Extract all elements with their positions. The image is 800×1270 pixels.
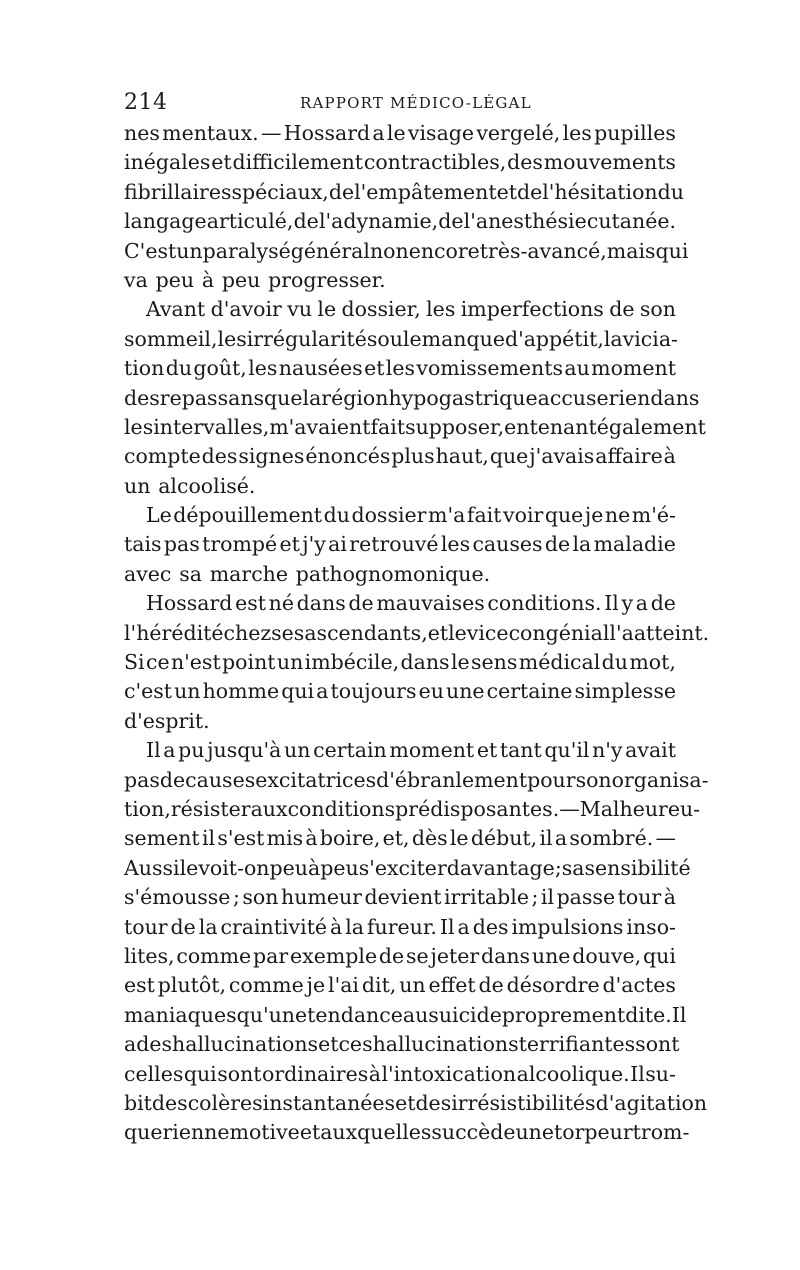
text-line: lites, comme par exemple de se jeter dans une douve, qui <box>124 943 676 968</box>
text-line: celles qui sont ordinaires à l'intoxication alcoolique. Il su- <box>124 1061 676 1086</box>
text-line: Avant d'avoir vu le dossier, les imperfections de son <box>146 297 676 322</box>
text-line: les intervalles, m'avaient fait supposer, en tenant également <box>124 414 706 439</box>
text-line: avec sa marche pathognomonique. <box>124 561 491 586</box>
text-line: Aussi le voit-on peu à peu s'exciter davantage ; sa sensibilité <box>124 855 691 880</box>
text-line: fibrillaires spéciaux, de l'empâtement et de l'hésitation du <box>124 179 684 204</box>
text-line: langage articulé, de l'adynamie, de l'anesthésie cutanée. <box>124 209 676 234</box>
text-line: est plutôt, comme je l'ai dit, un effet de désordre d'actes <box>124 973 676 998</box>
text-line: bit des colères instantanées et des irrésistibilités d'agitation <box>124 1090 708 1115</box>
text-line: tion du goût, les nausées et les vomissements au moment <box>124 356 676 381</box>
text-line: c'est un homme qui a toujours eu une certaine simplesse <box>124 679 676 704</box>
text-line: va peu à peu progresser. <box>124 267 386 292</box>
page-number: 214 <box>124 90 168 115</box>
text-line: nes mentaux. — Hossard a le visage vergelé, les pupilles <box>124 121 676 145</box>
text-line: s'émousse ; son humeur devient irritable ; il passe tour à <box>124 885 676 910</box>
text-line: que rien ne motive et auxquelles succède une torpeur trom- <box>124 1120 690 1145</box>
text-line: d'esprit. <box>124 708 210 733</box>
text-line: tion, résister aux conditions prédisposantes. — Malheureu- <box>124 796 701 821</box>
running-head: RAPPORT MÉDICO-LÉGAL <box>300 94 532 112</box>
text-line: compte des signes énoncés plus haut, que j'avais affaire à <box>124 444 676 469</box>
text-line: a des hallucinations et ces hallucinations terrifiantes sont <box>124 1032 680 1057</box>
text-line: tais pas trompé et j'y ai retrouvé les causes de la maladie <box>124 532 676 557</box>
text-line: C'est un paralysé général non encore très-avancé, mais qui <box>124 238 689 263</box>
text-line: tour de la craintivité à la fureur. Il a des impulsions inso- <box>124 914 676 939</box>
body-text <box>124 119 710 1148</box>
text-line: Hossard est né dans de mauvaises conditions. Il y a de <box>146 591 676 616</box>
text-line: des repas sans que la région hypogastrique accuse rien dans <box>124 385 700 410</box>
text-line: Le dépouillement du dossier m'a fait voir que je ne m'é- <box>146 503 676 528</box>
text-line: sommeil, les irrégularités ou le manque d'appétit, la vicia- <box>124 326 678 351</box>
text-line: sement il s'est mis à boire, et, dès le début, il a sombré. — <box>124 826 676 851</box>
text-line: Il a pu jusqu'à un certain moment et tant qu'il n'y avait <box>146 738 676 763</box>
text-line: Si ce n'est point un imbécile, dans le sens médical du mot, <box>124 650 676 675</box>
text-line: l'hérédité chez ses ascendants, et le vice congénial l'a atteint. <box>124 620 710 645</box>
text-line: pas de causes excitatrices d'ébranlement pour son organisa- <box>124 767 709 792</box>
text-line: un alcoolisé. <box>124 473 256 498</box>
text-line: inégales et difficilement contractibles, des mouvements <box>124 150 676 175</box>
page-header <box>124 90 676 120</box>
text-line: maniaques qu'une tendance au suicide proprement dite. Il <box>124 1002 687 1027</box>
